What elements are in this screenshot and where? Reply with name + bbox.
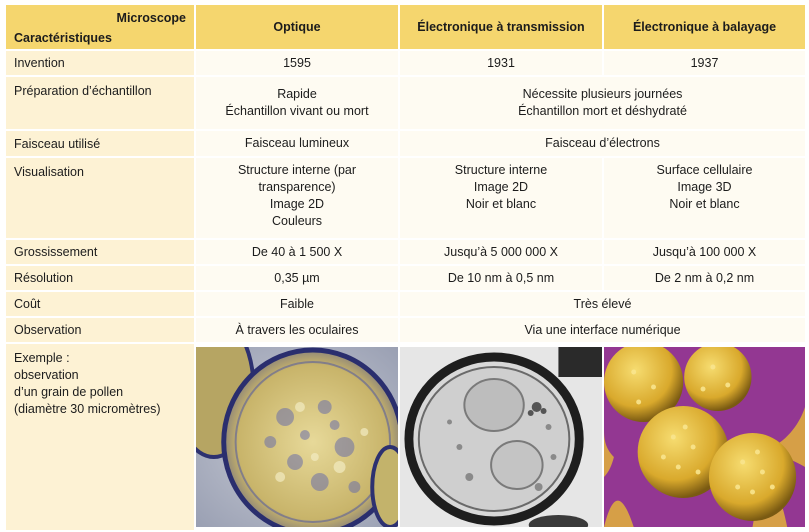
header-microscope-label: Microscope: [116, 11, 186, 25]
exemple-line-2: observation: [14, 368, 79, 382]
row-invention: [5, 50, 806, 76]
visualisation-balayage-line-3: Noir et blanc: [669, 197, 740, 211]
preparation-optique-line-1: Rapide: [277, 87, 317, 101]
row-label-grossissement: Grossissement: [5, 239, 195, 265]
pollen-sem-image: [603, 343, 806, 531]
cell-invention-transmission: 1931: [399, 50, 603, 76]
cell-invention-balayage: 1937: [603, 50, 806, 76]
exemple-line-1: Exemple :: [14, 351, 70, 365]
header-balayage: Électronique à balayage: [603, 4, 806, 50]
cell-cout-electronique: Très élevé: [399, 291, 806, 317]
cell-visualisation-optique: [195, 157, 399, 239]
visualisation-balayage-line-1: Surface cellulaire: [656, 163, 753, 177]
row-exemple: [5, 343, 806, 531]
row-cout: [5, 291, 806, 317]
cell-preparation-electronique: [399, 76, 806, 130]
row-label-invention: Invention: [5, 50, 195, 76]
pollen-optical-image: [195, 343, 399, 531]
row-label-resolution: Résolution: [5, 265, 195, 291]
visualisation-optique-line-3: Image 2D: [269, 197, 325, 211]
preparation-electronique-line-1: Nécessite plusieurs journées: [522, 87, 683, 101]
header-optique: Optique: [195, 4, 399, 50]
cell-grossissement-balayage: Jusqu’à 100 000 X: [603, 239, 806, 265]
row-observation: [5, 317, 806, 343]
visualisation-optique-line-2: transparence): [258, 180, 336, 194]
cell-faisceau-optique: Faisceau lumineux: [195, 130, 399, 157]
row-label-preparation: Préparation d’échantillon: [5, 76, 195, 130]
cell-visualisation-balayage: [603, 157, 806, 239]
pollen-tem-image: [399, 343, 603, 531]
row-grossissement: [5, 239, 806, 265]
row-preparation: [5, 76, 806, 130]
header-corner-cell: [5, 4, 195, 50]
row-resolution: [5, 265, 806, 291]
cell-faisceau-electronique: Faisceau d’électrons: [399, 130, 806, 157]
row-label-observation: Observation: [5, 317, 195, 343]
row-label-visualisation: Visualisation: [5, 157, 195, 239]
cell-grossissement-transmission: Jusqu’à 5 000 000 X: [399, 239, 603, 265]
cell-resolution-optique: 0,35 µm: [195, 265, 399, 291]
exemple-line-4: (diamètre 30 micromètres): [14, 402, 161, 416]
preparation-optique-line-2: Échantillon vivant ou mort: [225, 104, 369, 118]
row-visualisation: [5, 157, 806, 239]
preparation-electronique-line-2: Échantillon mort et déshydraté: [518, 104, 687, 118]
header-transmission: Électronique à transmission: [399, 4, 603, 50]
cell-resolution-balayage: De 2 nm à 0,2 nm: [603, 265, 806, 291]
exemple-line-3: d’un grain de pollen: [14, 385, 124, 399]
pollen-optical-micrograph: [196, 347, 398, 527]
cell-invention-optique: 1595: [195, 50, 399, 76]
row-label-cout: Coût: [5, 291, 195, 317]
visualisation-transmission-line-3: Noir et blanc: [465, 197, 537, 211]
pollen-sem-micrograph: [604, 347, 805, 527]
cell-preparation-optique: [195, 76, 399, 130]
cell-cout-optique: Faible: [195, 291, 399, 317]
visualisation-transmission-line-2: Image 2D: [473, 180, 529, 194]
visualisation-balayage-line-2: Image 3D: [677, 180, 732, 194]
header-caracteristiques-label: Caractéristiques: [14, 31, 112, 45]
row-label-exemple: [5, 343, 195, 531]
pollen-tem-micrograph: [400, 347, 602, 527]
row-label-faisceau: Faisceau utilisé: [5, 130, 195, 157]
cell-visualisation-transmission: [399, 157, 603, 239]
cell-resolution-transmission: De 10 nm à 0,5 nm: [399, 265, 603, 291]
visualisation-optique-line-1: Structure interne (par: [237, 163, 357, 177]
visualisation-optique-line-4: Couleurs: [271, 214, 323, 228]
cell-grossissement-optique: De 40 à 1 500 X: [195, 239, 399, 265]
cell-observation-electronique: Via une interface numérique: [399, 317, 806, 343]
row-faisceau: [5, 130, 806, 157]
visualisation-transmission-line-1: Structure interne: [454, 163, 548, 177]
cell-observation-optique: À travers les oculaires: [195, 317, 399, 343]
microscope-comparison-table: [4, 3, 807, 532]
header-row: [5, 4, 806, 50]
